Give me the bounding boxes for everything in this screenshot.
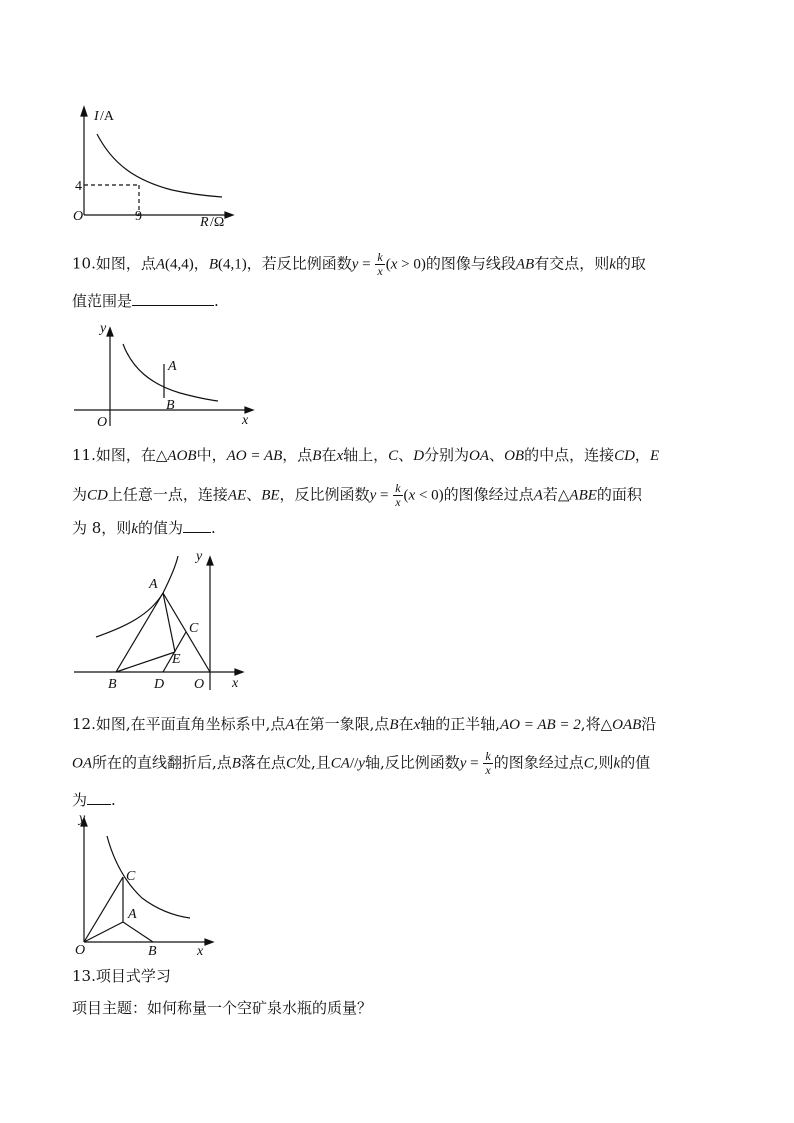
math-x: x	[336, 448, 344, 464]
figure-question-10	[70, 318, 260, 433]
question-12-line-2	[72, 750, 732, 777]
text: 的图像经过点	[443, 485, 534, 504]
math-ao-eq-ab-eq-2: AO = AB = 2	[500, 717, 581, 733]
origin-label: O	[75, 943, 86, 958]
tick-label-x: 9	[135, 209, 142, 224]
text: 上任意一点，连接	[107, 485, 228, 504]
y-axis-label: y	[196, 549, 203, 564]
point-a-label: A	[128, 907, 137, 922]
point-c: C	[388, 448, 399, 464]
text: 所在的直线翻折后,点	[92, 753, 232, 772]
text: ，若反比例函数	[246, 254, 352, 273]
point-b-coords: (4,1)	[217, 256, 247, 273]
math-ao-eq-ab: AO = AB	[226, 448, 283, 464]
segment-be: BE	[261, 487, 280, 504]
point-c: C	[285, 755, 296, 772]
math-eq: =	[358, 256, 375, 273]
point-b: B	[389, 717, 399, 733]
segment-ab-line	[116, 593, 163, 672]
segment-oa: OA	[72, 755, 92, 772]
segment-ab: AB	[515, 256, 535, 273]
hyperbola-curve	[97, 134, 222, 197]
point-b: B	[312, 448, 322, 464]
origin-label: O	[97, 415, 108, 430]
text: .	[211, 519, 216, 537]
tick-label-y: 4	[75, 179, 82, 194]
segment-ab-line	[123, 922, 153, 942]
math-y: y	[369, 487, 377, 504]
y-axis-label: y	[100, 321, 107, 336]
text: 为	[72, 485, 88, 504]
point-d-label: D	[154, 677, 165, 692]
x-axis-label: x	[232, 676, 239, 691]
fraction-denominator: x	[377, 264, 383, 278]
math-y: y	[351, 256, 359, 273]
triangle-aob: AOB	[167, 448, 197, 464]
y-axis-arrow-icon	[207, 557, 213, 565]
math-domain: < 0	[415, 487, 439, 504]
text: 有交点，则	[534, 254, 610, 273]
text: 的中点，连接	[524, 446, 615, 464]
point-d: D	[413, 448, 425, 464]
figure-question-12	[70, 812, 220, 960]
fraction-numerator: k	[395, 481, 401, 495]
point-a-label: A	[149, 577, 158, 592]
text: 若△	[542, 485, 570, 504]
hyperbola-curve	[107, 836, 190, 918]
text: 在	[398, 715, 414, 733]
text: ,将△	[580, 715, 613, 733]
text: 在第一象限,点	[294, 715, 390, 733]
figure-current-resistance	[70, 100, 270, 230]
segment-ob: OB	[504, 448, 525, 464]
question-number: 12.	[72, 715, 96, 733]
question-13-title: 13.项目式学习	[72, 967, 171, 985]
question-11-line-3	[72, 518, 732, 539]
point-e-label: E	[172, 652, 181, 667]
fraction-k-over-x	[375, 251, 384, 278]
text: 的值	[620, 753, 651, 772]
point-b-label: B	[148, 944, 157, 959]
text: 、	[246, 485, 262, 504]
text: 、	[489, 446, 505, 464]
point-b-label: B	[108, 677, 117, 692]
text: 为	[72, 791, 88, 809]
text: ,则	[593, 753, 614, 772]
x-axis-arrow-icon	[225, 212, 233, 218]
y-axis-label-i: I	[94, 109, 99, 124]
text: 沿	[641, 715, 657, 733]
question-12-line-3	[72, 790, 732, 810]
text: ，	[193, 254, 209, 273]
text: 的面积	[596, 485, 642, 504]
math-domain: > 0	[397, 256, 421, 273]
x-axis-label-r: R	[200, 215, 209, 230]
point-a-label: A	[168, 359, 177, 374]
question-10-line-1: 10.如图，点A(4,4)，B(4,1)，若反比例函数y = $\frac{k}{x}$ (x > 0)的图像与线段AB有交点，则k的取	[72, 250, 646, 278]
math-x: x	[413, 717, 421, 733]
question-number: 10.	[72, 254, 96, 273]
math-k: k	[131, 521, 138, 537]
text: 为 8，则	[72, 519, 132, 537]
text: ，反比例函数	[279, 485, 370, 504]
text: 如图，在△	[95, 446, 168, 464]
question-number: 11.	[72, 446, 96, 464]
text: 的值为	[137, 519, 183, 537]
point-a: A	[155, 256, 166, 273]
segment-ae: AE	[227, 487, 247, 504]
fraction-k-over-x	[393, 482, 402, 509]
point-e: E	[649, 448, 660, 464]
text: 值范围是	[72, 292, 133, 310]
point-b-label: B	[166, 398, 175, 413]
math-k: k	[613, 755, 621, 772]
segment-cd: CD	[614, 448, 635, 464]
segment-cd: CD	[87, 487, 108, 504]
text: 轴上，	[343, 446, 389, 464]
question-11-line-1	[72, 445, 732, 466]
answer-blank[interactable]	[87, 790, 111, 805]
origin-label: O	[194, 677, 205, 692]
point-b: B	[208, 256, 218, 273]
text: ，点	[282, 446, 313, 464]
question-12-line-1	[72, 714, 732, 735]
triangle-abe: ABE	[569, 487, 597, 504]
triangle-oab: OAB	[612, 717, 642, 733]
text: 的图象经过点	[493, 753, 584, 772]
fraction-k-over-x	[483, 750, 492, 777]
math-y: y	[358, 755, 365, 772]
fraction-numerator: k	[377, 250, 383, 264]
point-c-label: C	[189, 621, 199, 636]
x-axis-arrow-icon	[235, 669, 243, 675]
text: 处,且	[295, 753, 331, 772]
text: 落在点	[240, 753, 286, 772]
point-c-label: C	[126, 869, 136, 884]
y-axis-label-unit: /A	[100, 109, 114, 124]
text: 分别为	[424, 446, 470, 464]
point-a: A	[285, 717, 295, 733]
x-axis-arrow-icon	[205, 939, 213, 945]
fraction-numerator: k	[485, 749, 491, 763]
segment-ae-line	[163, 593, 175, 652]
text: .	[214, 292, 219, 310]
question-10-line-2	[72, 291, 732, 311]
fraction-denominator: x	[395, 495, 401, 509]
text: 如图,在平面直角坐标系中,点	[95, 715, 286, 733]
fraction-denominator: x	[485, 763, 491, 777]
point-a: A	[533, 487, 543, 504]
text: 中，	[196, 446, 227, 464]
segment-be-line	[116, 652, 175, 672]
question-13-subject: 项目主题：如何称量一个空矿泉水瓶的质量？	[72, 999, 373, 1017]
math-eq: =	[376, 487, 393, 504]
math-k: k	[609, 256, 616, 273]
x-axis-label-unit: /Ω	[210, 215, 225, 230]
y-axis-arrow-icon	[107, 328, 113, 336]
text: 、	[398, 446, 414, 464]
text: ，	[634, 446, 650, 464]
math-x: x	[390, 256, 398, 273]
parallel-symbol: //	[349, 755, 359, 772]
y-axis-arrow-icon	[81, 107, 87, 116]
question-11-line-2: 为CD上任意一点，连接AE、BE，反比例函数y = $\frac{k}{x}$ (x < 0)的图像经过点A若△ABE的面积	[72, 481, 642, 509]
text: 的图像与线段	[425, 254, 516, 273]
x-axis-label: x	[197, 944, 204, 959]
text: 轴的正半轴,	[420, 715, 500, 733]
math-eq: =	[466, 755, 483, 772]
point-c: C	[583, 755, 594, 772]
text: .	[111, 791, 116, 809]
point-b: B	[231, 755, 241, 772]
answer-blank[interactable]	[183, 518, 211, 533]
answer-blank[interactable]	[132, 291, 214, 306]
math-x: x	[408, 487, 416, 504]
point-a-coords: (4,4)	[165, 256, 194, 273]
origin-label: O	[73, 209, 84, 224]
x-axis-label: x	[242, 413, 249, 428]
text: 在	[321, 446, 337, 464]
y-axis-label: y	[79, 811, 86, 826]
text: 轴,反比例函数	[364, 753, 460, 772]
segment-ca: CA	[330, 755, 350, 772]
figure-question-11	[70, 545, 255, 695]
segment-oa: OA	[469, 448, 490, 464]
text: 如图，点	[95, 254, 156, 273]
math-y: y	[459, 755, 467, 772]
text: 的取	[615, 254, 646, 273]
